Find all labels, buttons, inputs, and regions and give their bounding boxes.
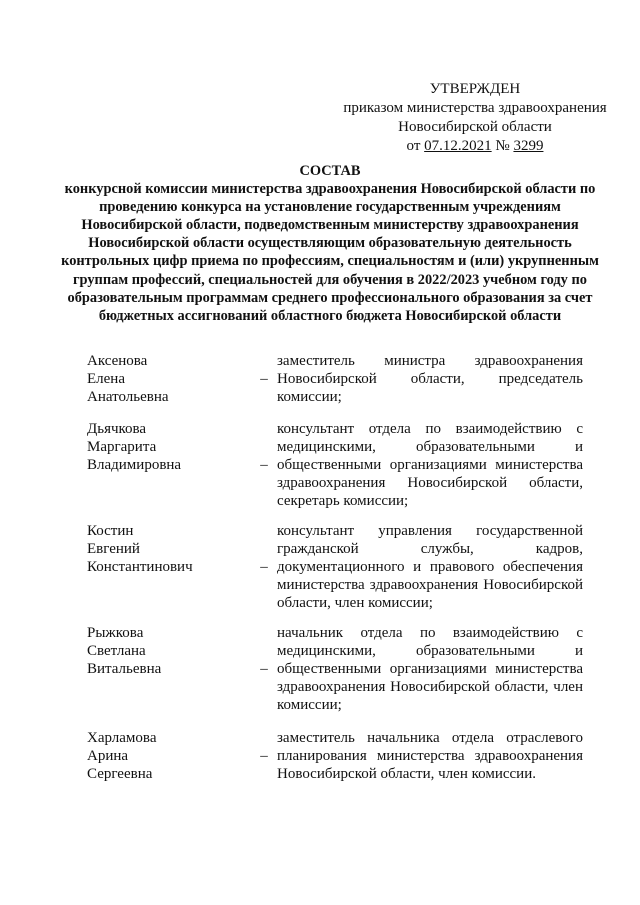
approval-number: 3299 <box>513 138 544 154</box>
document-heading <box>60 162 600 325</box>
member-first-name: Маргарита <box>87 439 157 455</box>
approval-status: УТВЕРЖДЕН <box>429 81 521 97</box>
approval-date-prefix: от <box>406 138 425 154</box>
member-first-name: Елена <box>87 371 125 387</box>
member-dash: – <box>260 371 268 387</box>
member-patronymic: Анатольевна <box>87 389 169 405</box>
member-surname: Рыжкова <box>87 625 144 641</box>
member-name <box>87 522 257 576</box>
member-first-name: Арина <box>87 748 129 764</box>
member-surname: Дьячкова <box>87 421 147 437</box>
member-name <box>87 624 257 678</box>
heading-title: СОСТАВ <box>299 163 361 179</box>
heading-body: конкурсной комиссии министерства здравоохранения Новосибирской области по проведению конкурса на установление государственным учреждениям Новосибирской области, подведомственным министерству здравоохранения Новосибирской области осуществляющим образовательную деятельность контрольных цифр приема по профессиям, специальностям и (или) укрупненным группам профессий, специальностей для обучения в 2022/2023 учебном году по образовательным программам среднего профессионального образования за счет бюджетных ассигнований областного бюджета Новосибирской области <box>61 181 599 324</box>
member-patronymic: Витальевна <box>87 661 162 677</box>
approval-date: 07.12.2021 <box>424 138 492 154</box>
member-dash: – <box>260 457 268 473</box>
member-surname: Костин <box>87 523 134 539</box>
member-name <box>87 352 257 406</box>
member-role: начальник отдела по взаимодействию с медицинскими, образовательными и общественными организациями министерства здравоохранения Новосибирской области, член комиссии; <box>277 625 583 713</box>
approval-number-prefix: № <box>491 138 514 154</box>
member-role: консультант отдела по взаимодействию с медицинскими, образовательными и общественными организациями министерства здравоохранения Новосибирской области, секретарь комиссии; <box>277 421 583 509</box>
member-patronymic: Владимировна <box>87 457 182 473</box>
approval-line-region: Новосибирской области <box>398 119 552 135</box>
member-patronymic: Сергеевна <box>87 766 153 782</box>
member-dash: – <box>260 661 268 677</box>
member-role: консультант управления государственной гражданской службы, кадров, документационного и правового обеспечения министерства здравоохранения Новосибирской области, член комиссии; <box>277 523 583 611</box>
approval-date-line <box>330 137 620 156</box>
member-role: заместитель министра здравоохранения Новосибирской области, председатель комиссии; <box>277 353 583 405</box>
member-entry <box>0 729 640 819</box>
member-name <box>87 420 257 474</box>
member-surname: Харламова <box>87 730 157 746</box>
approval-line-order: приказом министерства здравоохранения <box>343 100 607 116</box>
member-entry <box>0 420 640 510</box>
approval-block <box>330 80 620 156</box>
member-name <box>87 729 257 783</box>
member-dash: – <box>260 748 268 764</box>
member-entry <box>0 522 640 612</box>
member-first-name: Светлана <box>87 643 146 659</box>
member-dash: – <box>260 559 268 575</box>
member-patronymic: Константинович <box>87 559 193 575</box>
member-entry <box>0 624 640 714</box>
member-first-name: Евгений <box>87 541 140 557</box>
member-surname: Аксенова <box>87 353 148 369</box>
member-role: заместитель начальника отдела отраслевого планирования министерства здравоохранения Новосибирской области, член комиссии. <box>277 730 583 782</box>
